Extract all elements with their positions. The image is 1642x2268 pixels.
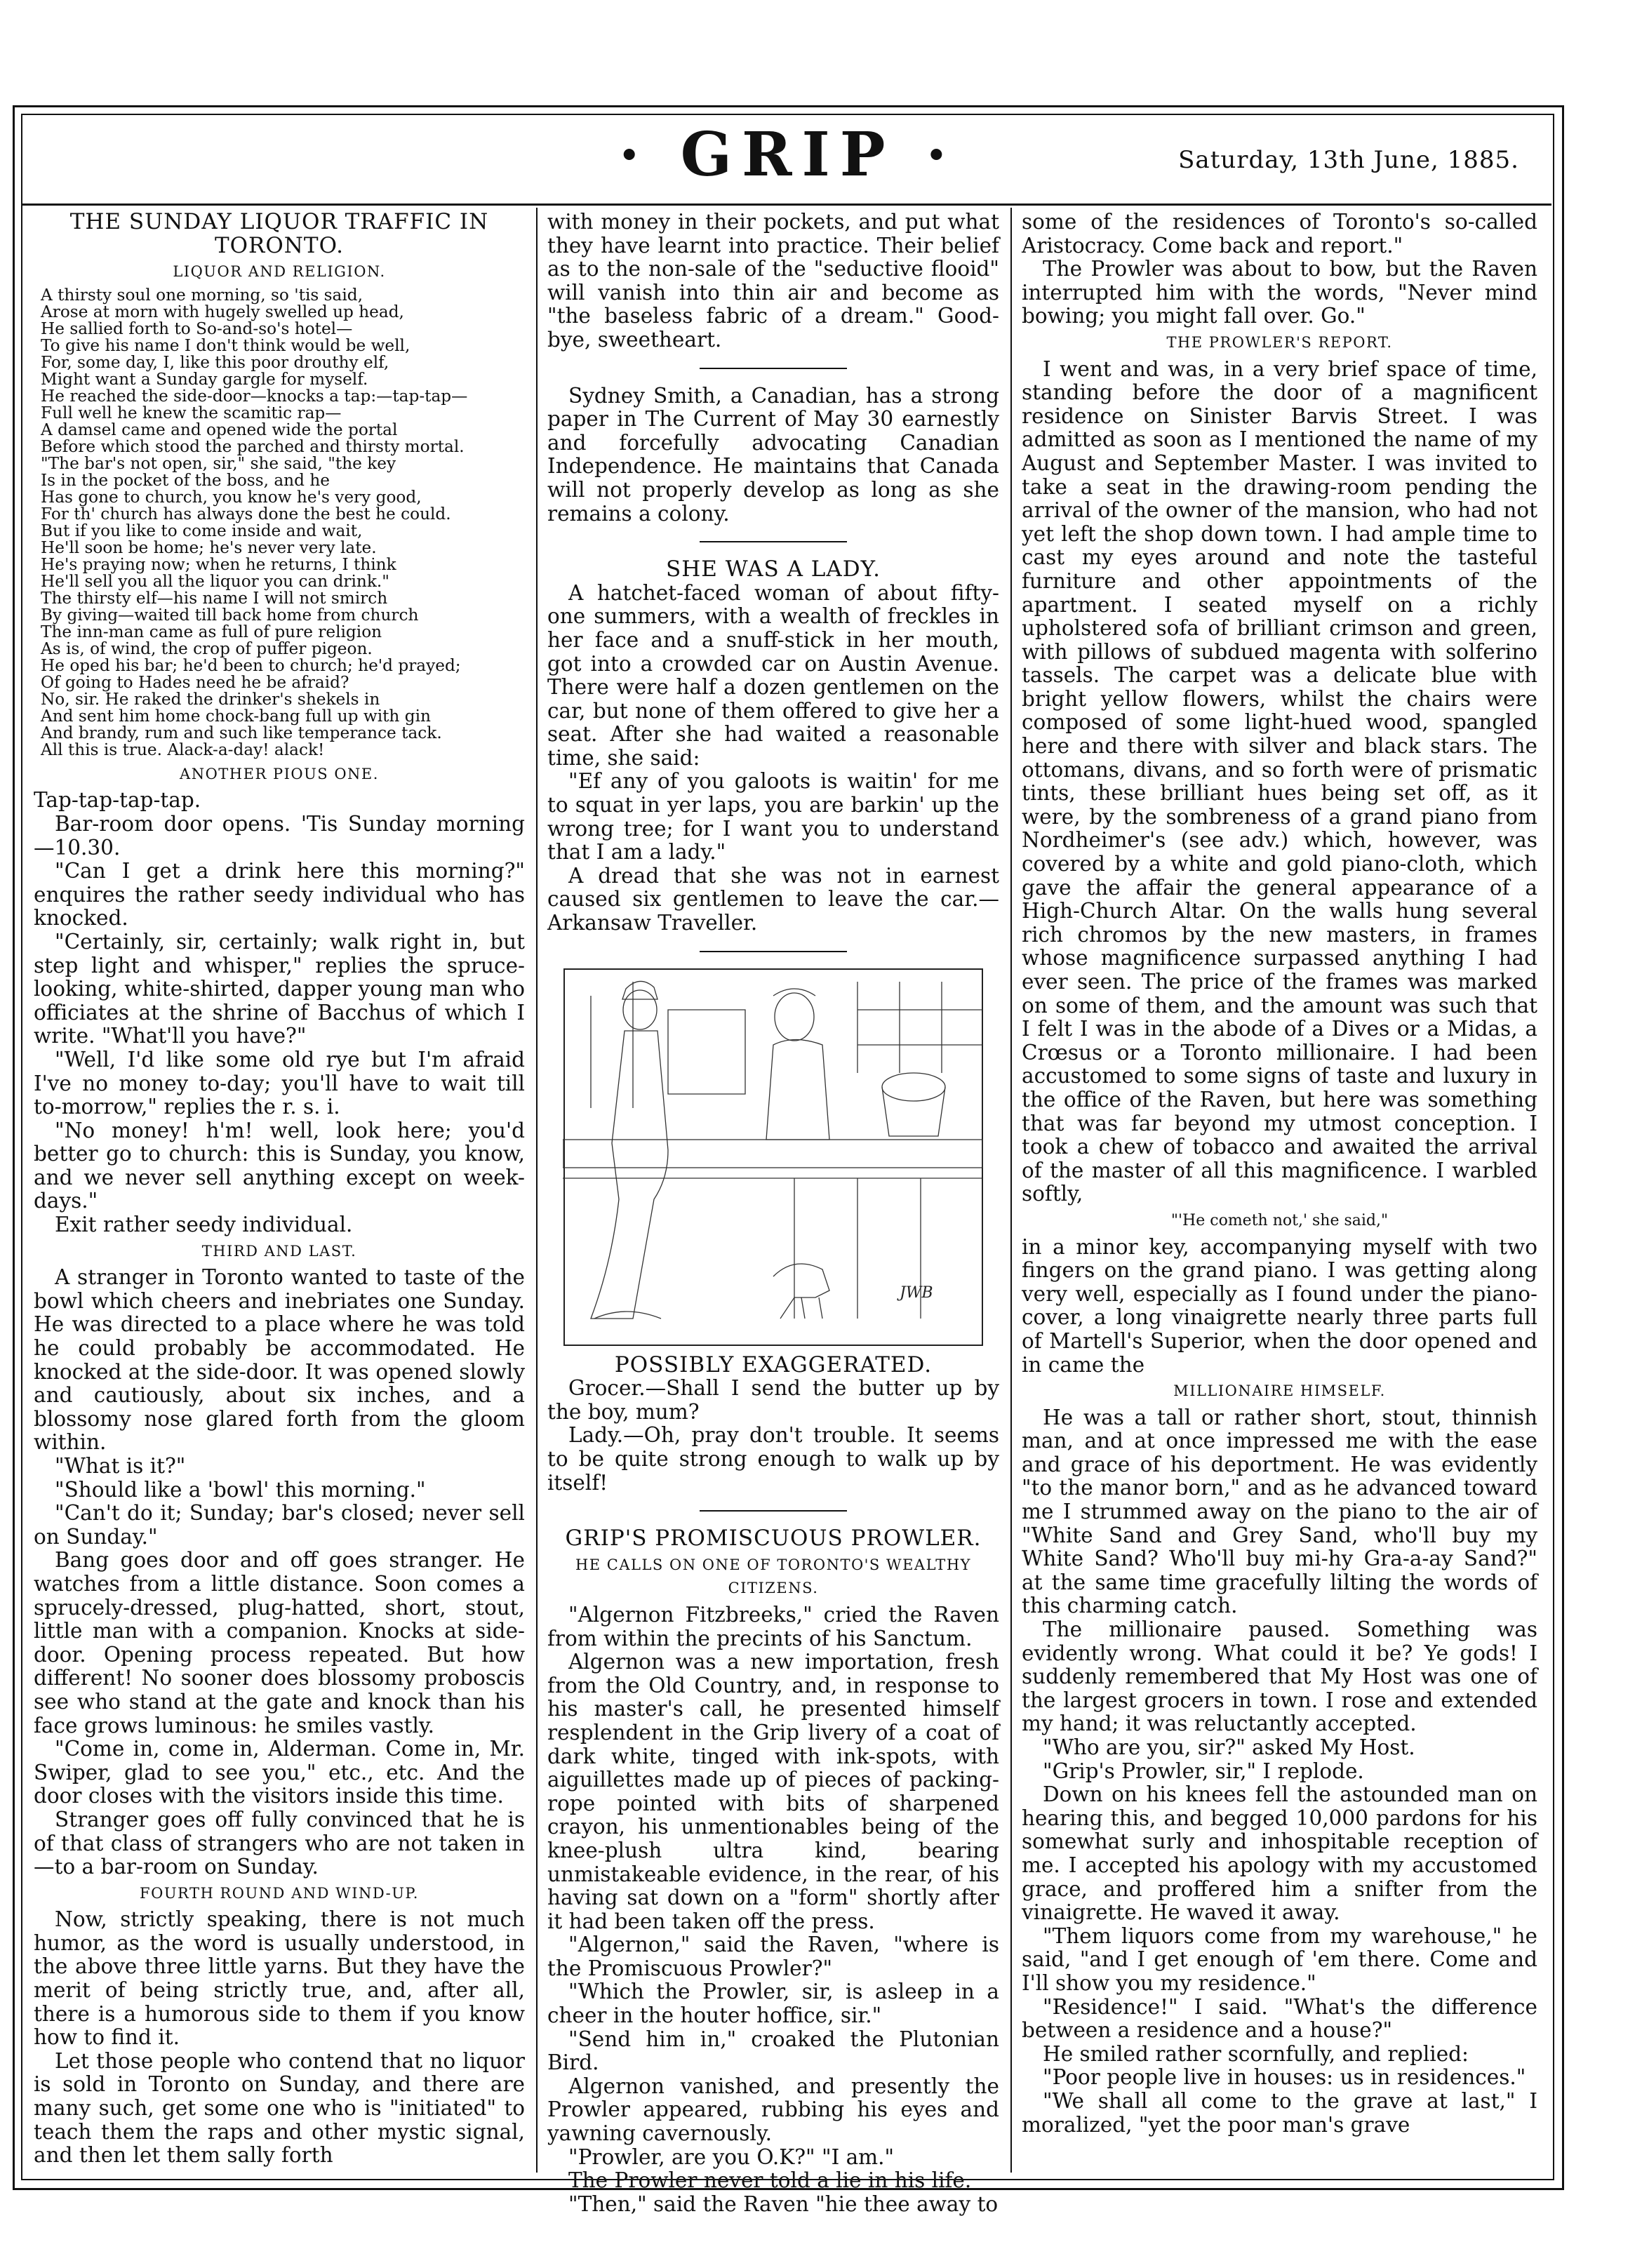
poem-line: By giving—waited till back home from church [41, 605, 419, 625]
article-title-prowler: GRIP'S PROMISCUOUS PROWLER. [565, 1526, 982, 1552]
paragraph: Bang goes door and off goes stranger. He watches from a little distance. Soon comes a sprucely-dressed, plug-hatted, short, stout, little man with a companion. Knocks at side-door. Opening process repeated. But how different! No sooner does blossomy proboscis see who stand at the gate and knock than his face grows luminous: he smiles vastly. [34, 1548, 525, 1737]
column-rule-1 [536, 208, 538, 2173]
paragraph: "Algernon Fitzbreeks," cried the Raven from within the precints of his Sanctum. [547, 1602, 999, 1650]
poem-line: Has gone to church, you know he's very good, [41, 487, 422, 507]
paragraph: "What is it?" [55, 1454, 186, 1478]
paragraph: "Can I get a drink here this morning?" enquires the rather seedy individual who has knocked. [34, 859, 525, 930]
poem-line: As is, of wind, the crop of puffer pigeon. [41, 639, 373, 658]
paragraph: "Them liquors come from my warehouse," he said, "and I get enough of 'em there. Come and I'll show you my residence." [1022, 1923, 1537, 1995]
paragraph: Exit rather seedy individual. [55, 1213, 353, 1237]
paragraph: "Well, I'd like some old rye but I'm afraid I've no money to-day; you'll have to wait till to-morrow," replies the r. s. i. [34, 1047, 525, 1119]
article-subtitle-prowler: HE CALLS ON ONE OF TORONTO'S WEALTHY CITIZENS. [575, 1556, 971, 1597]
poem-line: Of going to Hades need he be afraid? [41, 672, 349, 692]
paragraph: "Certainly, sir, certainly; walk right in, but step light and whisper," replies the spruce-looking, white-shirted, dapper young man who officiates at the shrine of Bacchus of which I write. "What'll you have?" [34, 929, 525, 1048]
section-heading-fourth: FOURTH ROUND AND WIND-UP. [140, 1884, 419, 1902]
section-heading-millionaire: MILLIONAIRE HIMSELF. [1173, 1382, 1386, 1400]
paragraph: with money in their pockets, and put what they have learnt into practice. Their belief as to the non-sale of the "seductive flooid" will vanish into thin air and become as "the baseless fabric of a dream." Good-bye, sweetheart. [547, 210, 999, 352]
poem-line: The inn-man came as full of pure religion [41, 622, 382, 641]
column-3 [1022, 211, 1537, 2137]
section-heading-pious: ANOTHER PIOUS ONE. [180, 765, 379, 782]
poem-line: Is in the pocket of the boss, and he [41, 470, 330, 490]
cartoon-signature: JWB [900, 1283, 933, 1302]
poem-line: And brandy, rum and such like temperance tack. [41, 723, 442, 742]
masthead-title: · GRIP · [618, 119, 957, 190]
poem-line: Full well he knew the scamitic rap— [41, 403, 342, 422]
poem-line: He's praying now; when he returns, I think [41, 554, 396, 574]
paragraph: I went and was, in a very brief space of time, standing before the door of a magnificent residence on Sinister Barvis Street. I was admitted as soon as I mentioned the name of my August and September Master. I was invited to take a seat in the drawing-room pending the arrival of the owner of the mansion, who had not yet left the shop down town. I had ample time to cast my eyes around and note the tasteful furniture and other appointments of the apartment. I seated myself on a richly upholstered sofa of brilliant crimson and green, with pillows of subdued magenta with solferino tassels. The carpet was a delicate blue with bright yellow flowers, whilst the chairs were composed of some light-hued wood, spangled here and there with silver and black stars. The ottomans, divans, and so forth were of prismatic tints, these brilliant hues being set off, as it were, by the sombreness of a grand piano from Nordheimer's (see adv.) which, however, was covered by a white and gold piano-cloth, which gave the affair the general appearance of a High-Church Altar. On the walls hung several rich chromos by the new masters, in frames whose magnificence surpassed anything I had ever seen. The price of the frames was marked on some of them, and the amount was such that I felt I was in the abode of a Dives or a Midas, a Crœsus or a Toronto millionaire. I had been accustomed to some signs of taste and luxury in the office of the Raven, but here was something that was far beyond my utmost conception. I took a chew of tobacco and awaited the arrival of the master of all this magnificence. I warbled softly, [1022, 356, 1537, 1206]
paragraph: Algernon vanished, and presently the Prowler appeared, rubbing his eyes and yawning cavernously. [547, 2074, 999, 2146]
article-title-lady: SHE WAS A LADY. [666, 556, 881, 582]
paragraph: Bar-room door opens. 'Tis Sunday morning —10.30. [34, 811, 525, 860]
poem-line: All this is true. Alack-a-day! alack! [41, 740, 325, 759]
poem-line: He'll sell you all the liquor you can drink." [41, 571, 389, 591]
paragraph: "Send him in," croaked the Plutonian Bird. [547, 2027, 999, 2075]
poem-line: He oped his bar; he'd been to church; he'd prayed; [41, 655, 461, 675]
paragraph: The millionaire paused. Something was evidently wrong. What could it be? Ye gods! I suddenly remembered that My Host was one of the largest grocers in town. I rose and extended my hand; it was reluctantly accepted. [1022, 1617, 1537, 1736]
section-heading-report: THE PROWLER'S REPORT. [1166, 333, 1393, 351]
poem [41, 287, 525, 759]
article-title-liquor: THE SUNDAY LIQUOR TRAFFIC IN TORONTO. [69, 209, 489, 258]
poem-line: And sent him home chock-bang full up with gin [41, 706, 431, 726]
paragraph: A dread that she was not in earnest caused six gentlemen to leave the car.—Arkansaw Traveller. [547, 863, 999, 935]
poem-line: A damsel came and opened wide the portal [41, 420, 398, 439]
cartoon-dialogue: Grocer.—Shall I send the butter up by the boy, mum? [547, 1376, 999, 1424]
poem-line: "The bar's not open, sir," she said, "the key [41, 453, 396, 473]
paragraph: Tap-tap-tap-tap. [34, 788, 201, 813]
poem-line: Arose at morn with hugely swelled up head, [41, 302, 404, 321]
poem-line: No, sir. He raked the drinker's shekels in [41, 689, 380, 709]
paragraph: Stranger goes off fully convinced that he is of that class of strangers who are not taken in —to a bar-room on Sunday. [34, 1807, 525, 1879]
paragraph: "Can't do it; Sunday; bar's closed; never sell on Sunday." [34, 1501, 525, 1549]
cartoon-dialogue: Lady.—Oh, pray don't trouble. It seems to be quite strong enough to walk up by itself! [547, 1423, 999, 1495]
paragraph: "Grip's Prowler, sir," I replode. [1043, 1759, 1364, 1783]
column-2 [547, 211, 999, 2216]
paragraph: The Prowler never told a lie in his life. [568, 2168, 972, 2193]
song-quote: "'He cometh not,' she said," [1170, 1211, 1389, 1229]
paragraph: "Come in, come in, Alderman. Come in, Mr. Swiper, glad to see you," etc., etc. And the door closes with the visitors inside this time. [34, 1737, 525, 1808]
paragraph: "Ef any of you galoots is waitin' for me to squat in yer laps, you are barkin' up the wrong tree; for I want you to understand that I am a lady." [547, 769, 999, 865]
paragraph: A hatchet-faced woman of about fifty-one summers, with a wealth of freckles in her face and a snuff-stick in her mouth, got into a crowded car on Austin Avenue. There were half a dozen gentlemen on the car, but none of them offered to give her a seat. After she had waited a reasonable time, she said: [547, 580, 999, 770]
paragraph: some of the residences of Toronto's so-called Aristocracy. Come back and report." [1022, 210, 1537, 258]
poem-line: For th' church has always done the best he could. [41, 504, 451, 523]
poem-line: Might want a Sunday gargle for myself. [41, 369, 368, 389]
paragraph: "Algernon," said the Raven, "where is the Promiscuous Prowler?" [547, 1933, 999, 1980]
paragraph: "No money! h'm! well, look here; you'd better go to church: this is Sunday, you know, and we never sell anything except on week-days." [34, 1118, 525, 1213]
paragraph: He was a tall or rather short, stout, thinnish man, and at once impressed me with the ease and grace of his deportment. He was evidently "to the manor born," and as he advanced toward me I strummed away on the piano to the air of "White Sand and Grey Sand, who'll buy my White Sand? Who'll buy mi-hy Gra-a-ay Sand?" at the same time gracefully lilting the words of this charming catch. [1022, 1405, 1537, 1618]
paragraph: Let those people who contend that no liquor is sold in Toronto on Sunday, and there are many such, get some one who is "initiated" to teach them the raps and other mystic signal, and then let them sally forth [34, 2048, 525, 2168]
paragraph: Down on his knees fell the astounded man on hearing this, and begged 10,000 pardons for his somewhat surly and inhospitable reception of me. I accepted his apology with my accustomed grace, and proffered him a snifter from the vinaigrette. He waved it away. [1022, 1782, 1537, 1925]
paragraph: "Prowler, are you O.K?" "I am." [568, 2144, 895, 2169]
separator [700, 368, 847, 369]
masthead-date: Saturday, 13th June, 1885. [1178, 146, 1519, 174]
paragraph: A stranger in Toronto wanted to taste of the bowl which cheers and inebriates one Sunday. He was directed to a place where he was told he could probably be accommodated. He knocked at the side-door. It was opened slowly and cautiously, about six inches, and a blossomy nose glared forth from the gloom within. [34, 1265, 525, 1455]
masthead-rule [21, 204, 1551, 206]
paragraph: in a minor key, accompanying myself with two fingers on the grand piano. I was getting along very well, especially as I found under the piano-cover, a long vinaigrette nearly three parts full of Martell's Superior, when the door opened and in came the [1022, 1234, 1537, 1377]
poem-line: He'll soon be home; he's never very late. [41, 538, 377, 557]
cartoon-illustration [563, 968, 984, 1347]
paragraph: "Who are you, sir?" asked My Host. [1043, 1735, 1415, 1759]
poem-line: He sallied forth to So-and-so's hotel— [41, 319, 353, 338]
separator [700, 951, 847, 952]
paragraph: He smiled rather scornfully, and replied: [1043, 2041, 1469, 2066]
poem-line: He reached the side-door—knocks a tap:—tap-tap— [41, 386, 468, 406]
paragraph: "Which the Prowler, sir, is asleep in a cheer in the houter hoffice, sir." [547, 1980, 999, 2028]
poem-line: But if you like to come inside and wait, [41, 521, 363, 540]
masthead [28, 119, 1547, 204]
paragraph: "Poor people live in houses: us in residences." [1043, 2065, 1526, 2090]
column-rule-2 [1010, 208, 1012, 2173]
paragraph-smith: Sydney Smith, a Canadian, has a strong paper in The Current of May 30 earnestly and forcefully advocating Canadian Independence. He maintains that Canada will not properly develop as long as she remains a colony. [547, 383, 999, 526]
paragraph: The Prowler was about to bow, but the Raven interrupted him with the words, "Never mind bowing; you might fall over. Go." [1022, 257, 1537, 328]
paragraph: "Should like a 'bowl' this morning." [55, 1477, 426, 1502]
paragraph: Algernon was a new importation, fresh from the Old Country, and, in response to his master's call, he presented himself resplendent in the Grip livery of a coat of dark white, tinged with ink-spots, with aiguillettes made up of pieces of packing-rope pointed with bits of sharpened crayon, his unmentionables being of the knee-plush ultra kind, bearing unmistakeable evidence, in the rear, of his having sat down on a "form" shortly after it had been taken off the press. [547, 1650, 999, 1933]
cartoon-caption: POSSIBLY EXAGGERATED. [614, 1352, 933, 1378]
paragraph: Now, strictly speaking, there is not much humor, as the word is usually understood, in the above three little yarns. But they have the merit of being strictly true, and, after all, there is a humorous side to them if you know how to find it. [34, 1907, 525, 2050]
poem-line: For, some day, I, like this poor drouthy elf, [41, 352, 389, 372]
section-heading-liquor-religion: LIQUOR AND RELIGION. [173, 263, 386, 281]
paragraph: "Residence!" I said. "What's the difference between a residence and a house?" [1022, 1994, 1537, 2043]
paragraph: "We shall all come to the grave at last," I moralized, "yet the poor man's grave [1022, 2088, 1537, 2137]
poem-line: The thirsty elf—his name I will not smirch [41, 588, 388, 608]
separator [700, 541, 847, 542]
column-1 [34, 211, 525, 2168]
paragraph: "Then," said the Raven "hie thee away to [568, 2192, 999, 2216]
separator [700, 1510, 847, 1512]
poem-line: Before which stood the parched and thirsty mortal. [41, 436, 465, 456]
poem-line: To give his name I don't think would be well, [41, 335, 410, 355]
poem-line: A thirsty soul one morning, so 'tis said, [41, 285, 363, 305]
section-heading-third: THIRD AND LAST. [201, 1242, 357, 1260]
